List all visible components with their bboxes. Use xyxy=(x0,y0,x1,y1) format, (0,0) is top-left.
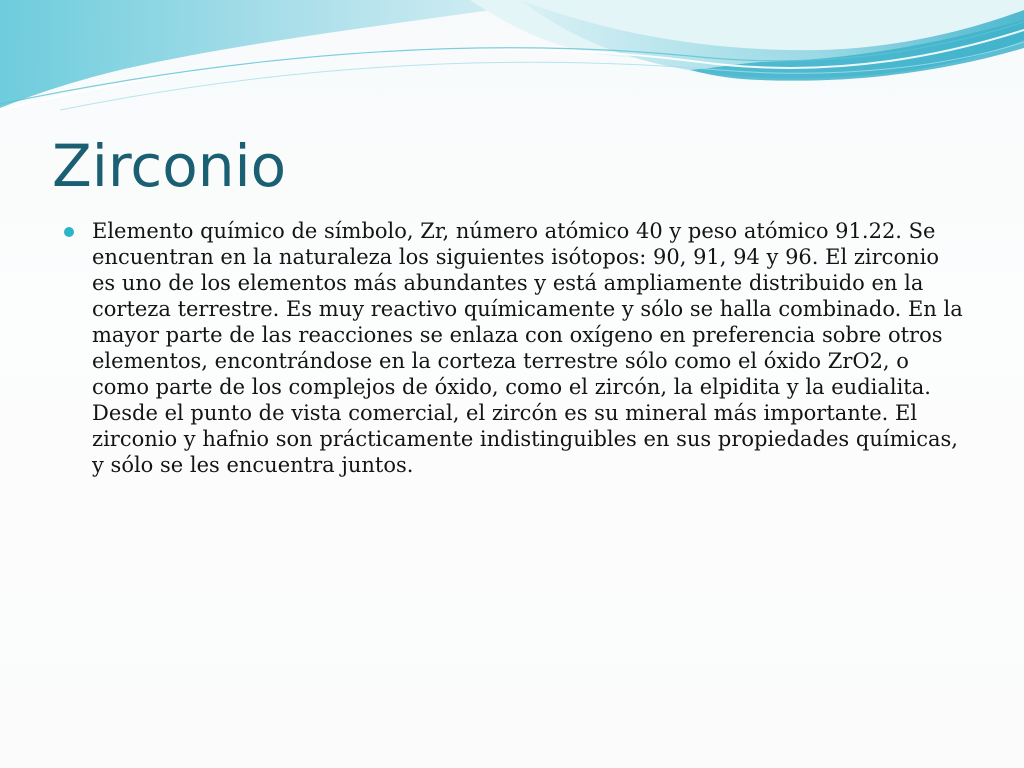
bullet-list xyxy=(62,218,967,478)
header-wave-decoration xyxy=(0,0,1024,120)
bullet-text: Elemento químico de símbolo, Zr, número atómico 40 y peso atómico 91.22. Se encuentran en la naturaleza los siguientes isótopos: 90, 91, 94 y 96. El zirconio es uno de los elementos más abundantes y está ampliamente distribuido en la corteza terrestre. Es muy reactivo químicamente y sólo se halla combinado. En la mayor parte de las reacciones se enlaza con oxígeno en preferencia sobre otros elementos, encontrándose en la corteza terrestre sólo como el óxido ZrO2, o como parte de los complejos de óxido, como el zircón, la elpidita y la eudialita. Desde el punto de vista comercial, el zircón es su mineral más importante. El zirconio y hafnio son prácticamente indistinguibles en sus propiedades químicas, y sólo se les encuentra juntos. xyxy=(92,219,963,477)
slide-title: Zirconio xyxy=(52,132,287,200)
bullet-item xyxy=(62,218,967,478)
bullet-dot-icon xyxy=(64,227,74,237)
